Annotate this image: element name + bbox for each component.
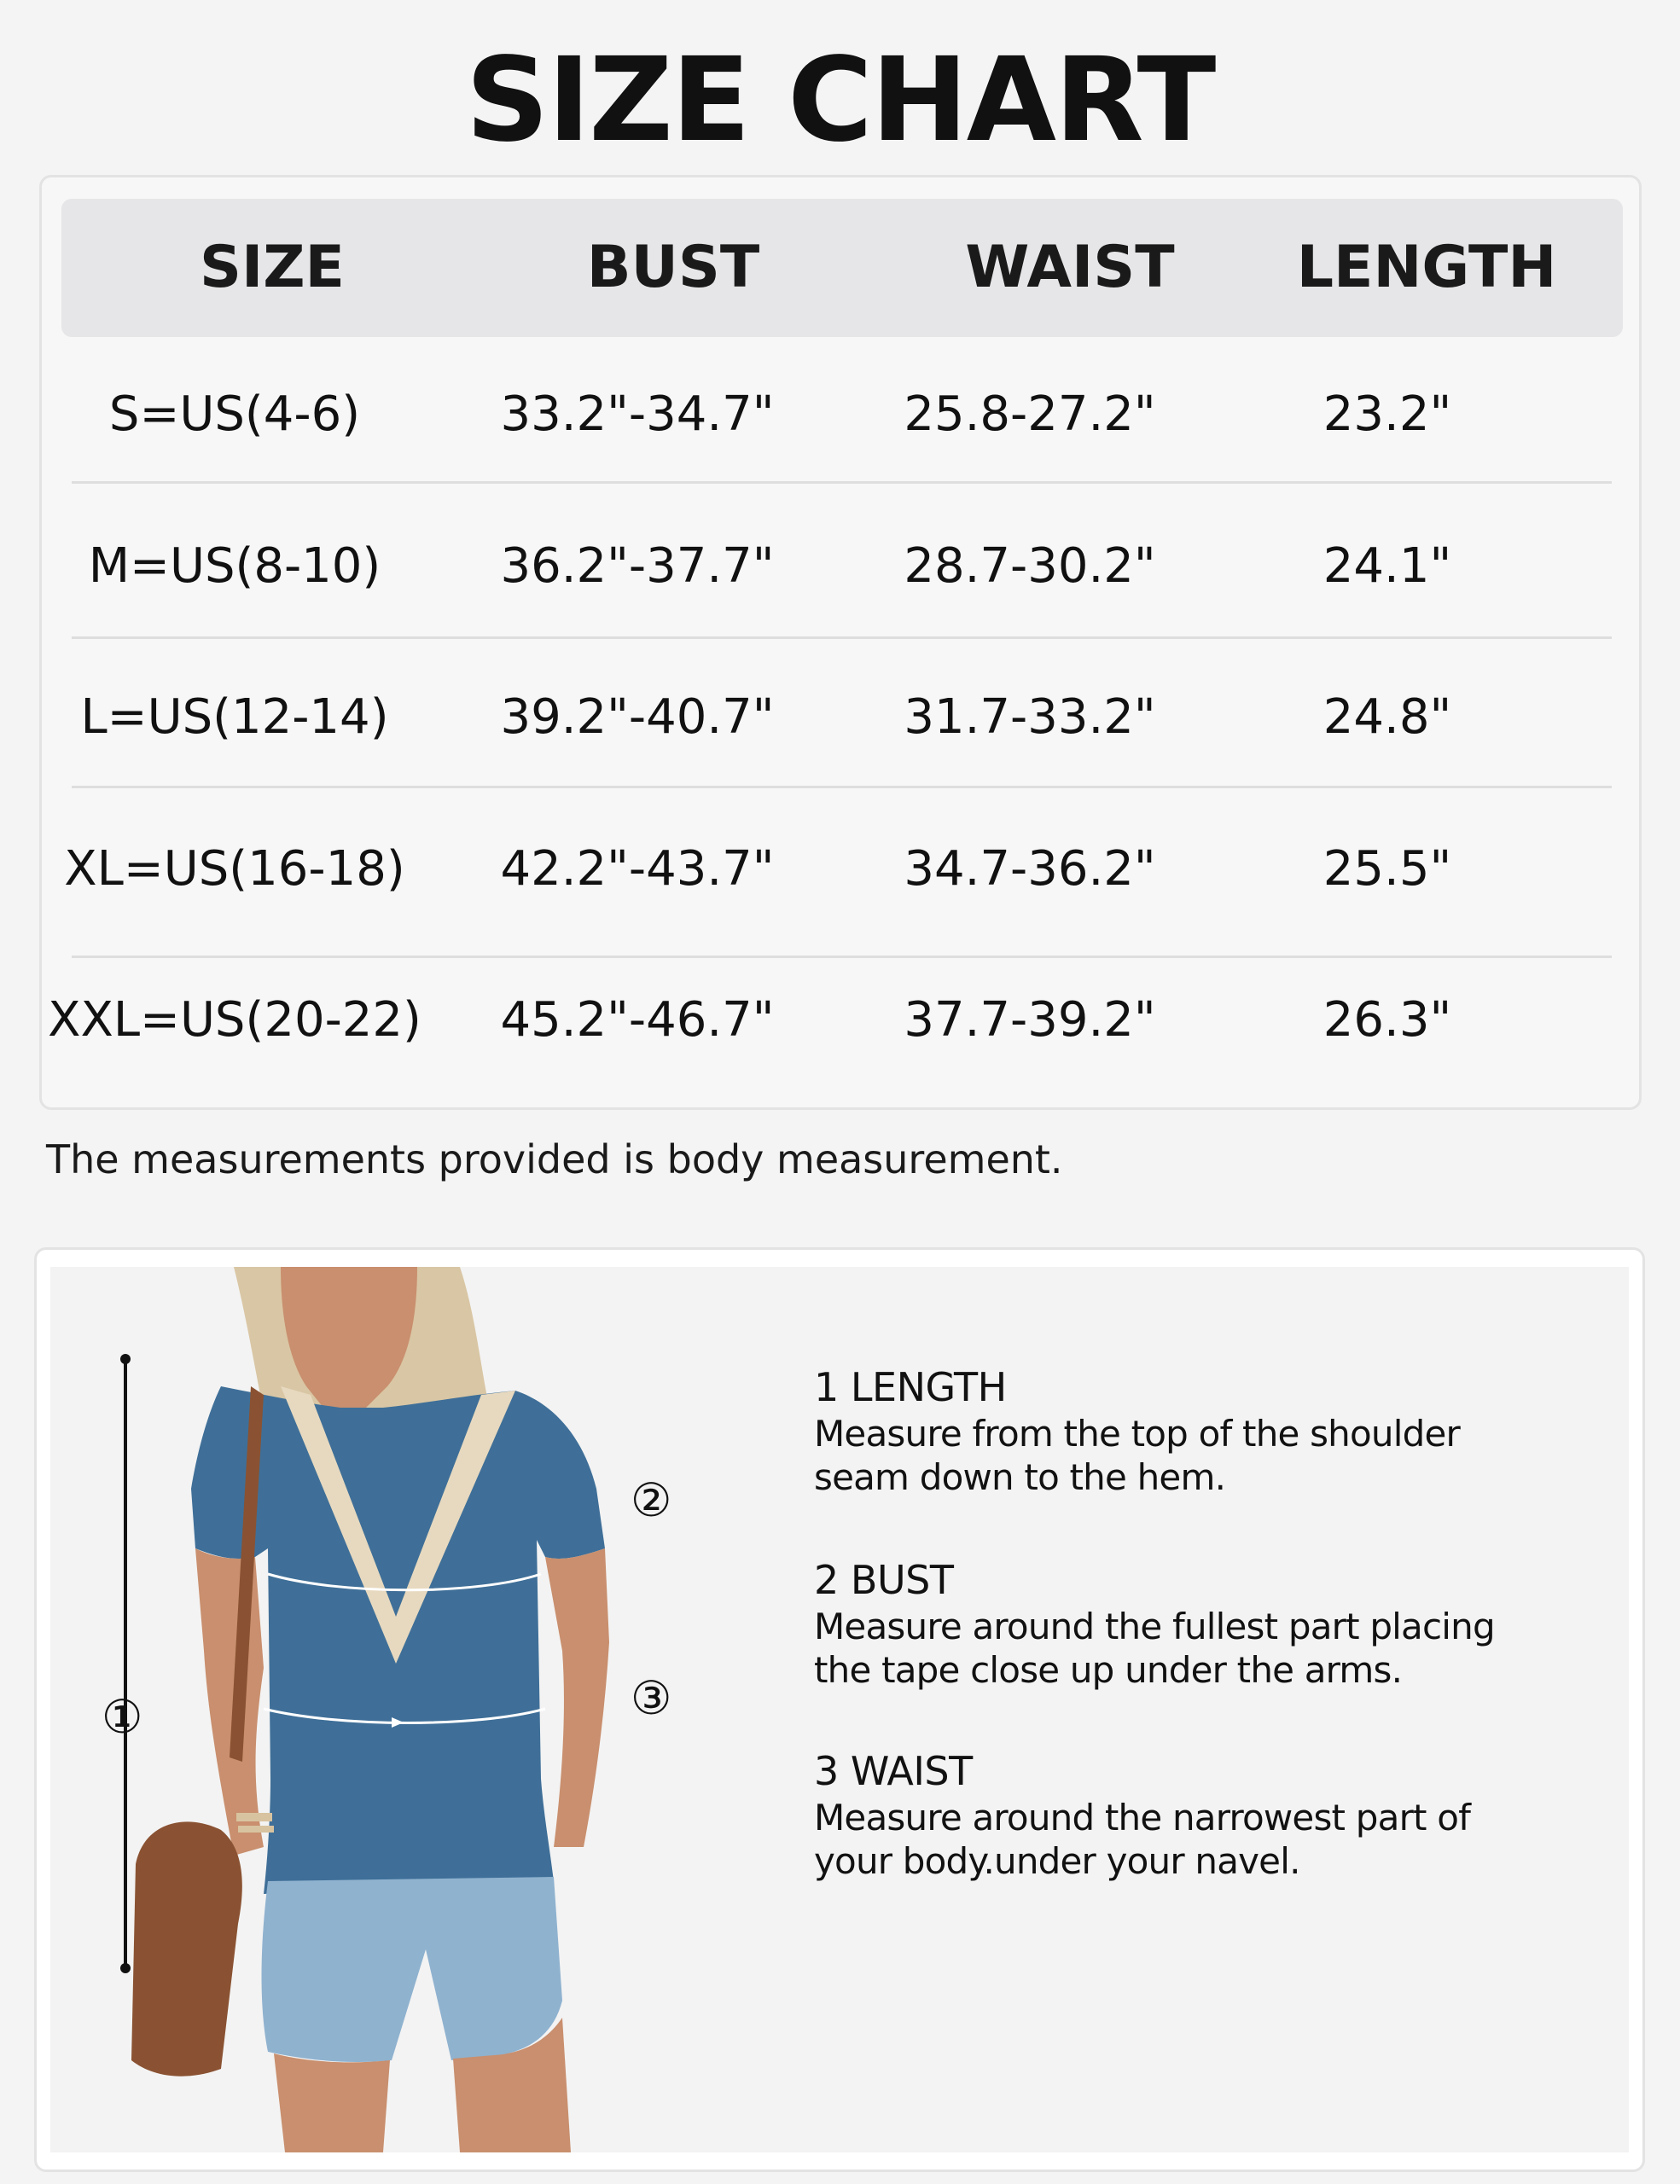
header-length: LENGTH	[1296, 234, 1557, 301]
length-cell: 24.8"	[1322, 689, 1452, 745]
bust-cell: 45.2"-46.7"	[500, 992, 775, 1048]
size-cell: L=US(12-14)	[80, 689, 389, 745]
bust-cell: 36.2"-37.7"	[500, 538, 775, 594]
length-description: Measure from the top of the shoulder seam down to the hem.	[814, 1413, 1460, 1498]
waist-cell: 25.8-27.2"	[904, 386, 1156, 442]
marker-length: ①	[102, 1690, 143, 1744]
bust-cell: 42.2"-43.7"	[500, 841, 775, 897]
bust-cell: 39.2"-40.7"	[500, 689, 775, 745]
bust-instructions	[814, 1555, 1582, 1692]
measurement-guide	[34, 1247, 1645, 2172]
marker-waist: ③	[631, 1671, 672, 1725]
length-cell: 23.2"	[1322, 386, 1452, 442]
length-cell: 24.1"	[1322, 538, 1452, 594]
length-instructions	[814, 1362, 1582, 1499]
model-illustration	[50, 1267, 750, 2152]
length-cell: 25.5"	[1322, 841, 1452, 897]
waist-description: Measure around the narrowest part of your body.under your navel.	[814, 1797, 1471, 1882]
bust-cell: 33.2"-34.7"	[500, 386, 775, 442]
row-divider	[72, 636, 1612, 639]
bust-description: Measure around the fullest part placing the tape close up under the arms.	[814, 1606, 1495, 1691]
size-cell: S=US(4-6)	[108, 386, 361, 442]
header-bust: BUST	[586, 234, 760, 301]
waist-instructions	[814, 1746, 1582, 1883]
waist-cell: 34.7-36.2"	[904, 841, 1156, 897]
row-divider	[72, 786, 1612, 788]
length-title: 1 LENGTH	[814, 1364, 1007, 1410]
size-cell: XL=US(16-18)	[64, 841, 405, 897]
size-cell: M=US(8-10)	[88, 538, 381, 594]
measurement-note: The measurements provided is body measurement.	[46, 1136, 1063, 1182]
marker-bust: ②	[631, 1473, 672, 1527]
size-table	[39, 175, 1642, 1110]
header-size: SIZE	[199, 234, 346, 301]
header-waist: WAIST	[965, 234, 1175, 301]
guide-panel	[50, 1267, 1629, 2152]
waist-cell: 28.7-30.2"	[904, 538, 1156, 594]
size-cell: XXL=US(20-22)	[48, 992, 421, 1048]
waist-title: 3 WAIST	[814, 1748, 973, 1794]
row-divider	[72, 956, 1612, 958]
bust-title: 2 BUST	[814, 1557, 954, 1603]
page-title: SIZE CHART	[465, 33, 1215, 168]
waist-cell: 31.7-33.2"	[904, 689, 1156, 745]
length-cell: 26.3"	[1322, 992, 1452, 1048]
row-divider	[72, 481, 1612, 484]
waist-cell: 37.7-39.2"	[904, 992, 1156, 1048]
table-header-row	[61, 199, 1623, 337]
